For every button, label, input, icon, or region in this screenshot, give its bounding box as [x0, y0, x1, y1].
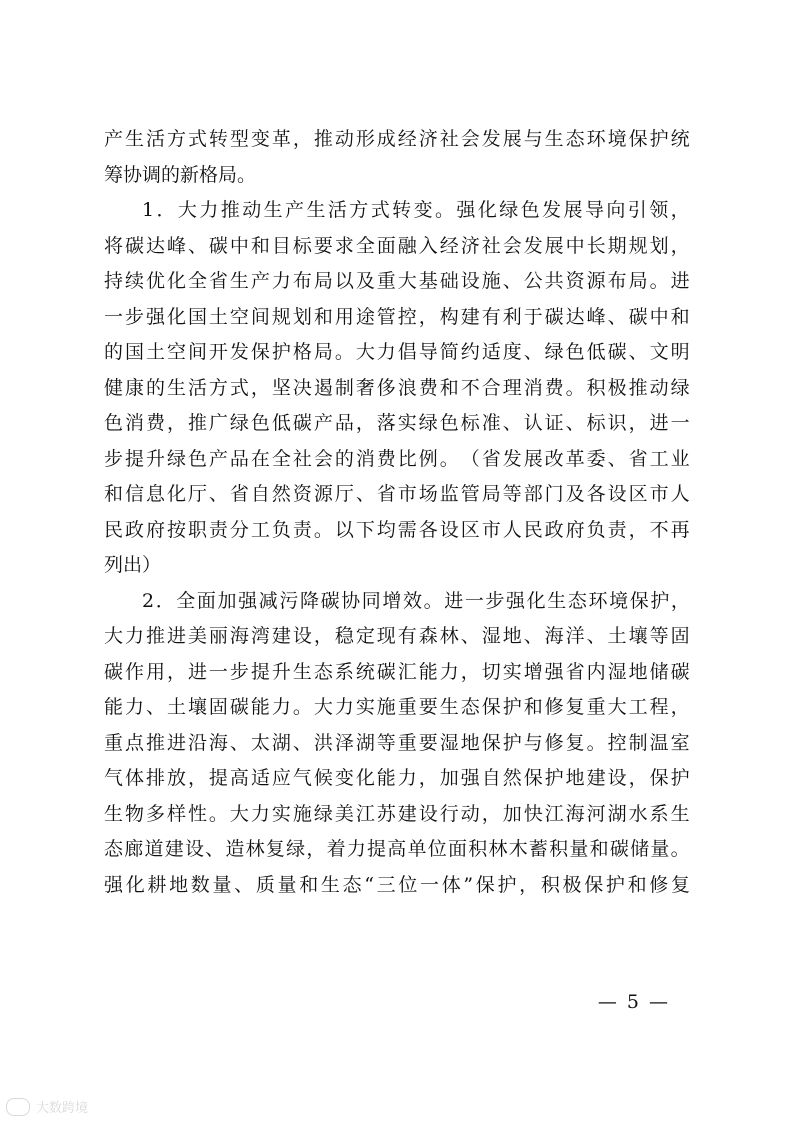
text-line: 2 ． 全 面 加 强 减 污 降 碳 协 同 增 效 。 进 一 步 强 化 生 态 环 境 保 护 ，	[142, 589, 690, 612]
text-line: 民 政 府 按 职 责 分 工 负 责 。 以 下 均 需 各 设 区 市 人 民 政 府 负 责 ， 不 再	[104, 518, 690, 541]
watermark-text: 大数跨境	[36, 1101, 89, 1116]
text-line: 生 物 多 样 性 。 大 力 实 施 绿 美 江 苏 建 设 行 动 ， 加 快 江 海 河 湖 水 系 生	[104, 802, 690, 825]
text-line: 筹协调的新格局。	[104, 163, 257, 186]
text-line: 一 步 强 化 国 土 空 间 规 划 和 用 途 管 控 ， 构 建 有 利 于 碳 达 峰 、 碳 中 和	[104, 305, 690, 328]
text-line: 产 生 活 方 式 转 型 变 革 ， 推 动 形 成 经 济 社 会 发 展 与 生 态 环 境 保 护 统	[104, 128, 690, 150]
text-line: 持 续 优 化 全 省 生 产 力 布 局 以 及 重 大 基 础 设 施 、 公 共 资 源 布 局 。 进	[104, 270, 690, 292]
page-number: — 5 —	[597, 991, 670, 1013]
watermark	[6, 1097, 88, 1116]
text-line: 步 提 升 绿 色 产 品 在 全 社 会 的 消 费 比 例 。 （ 省 发 展 改 革 委 、 省 工 业	[104, 447, 690, 470]
watermark-logo-icon	[6, 1098, 30, 1116]
text-line: 碳 作 用 ， 进 一 步 提 升 生 态 系 统 碳 汇 能 力 ， 切 实 增 强 省 内 湿 地 储 碳	[104, 660, 690, 683]
text-line: 健 康 的 生 活 方 式 ， 坚 决 遏 制 奢 侈 浪 费 和 不 合 理 消 费 。 积 极 推 动 绿	[104, 376, 690, 399]
body-text	[104, 122, 690, 903]
text-line: 能 力 、 土 壤 固 碳 能 力 。 大 力 实 施 重 要 生 态 保 护 和 修 复 重 大 工 程 ，	[104, 696, 690, 718]
text-line: 的 国 土 空 间 开 发 保 护 格 局 。 大 力 倡 导 简 约 适 度 、 绿 色 低 碳 、 文 明	[104, 341, 690, 363]
text-line: 列出）	[104, 554, 162, 576]
text-line: 强 化 耕 地 数 量 、 质 量 和 生 态 “ 三 位 一 体 ” 保 护 ， 积 极 保 护 和 修 复	[104, 873, 690, 896]
text-line: 气 体 排 放 ， 提 高 适 应 气 候 变 化 能 力 ， 加 强 自 然 保 护 地 建 设 ， 保 护	[104, 767, 690, 789]
text-line: 将 碳 达 峰 、 碳 中 和 目 标 要 求 全 面 融 入 经 济 社 会 发 展 中 长 期 规 划 ，	[104, 234, 690, 257]
text-line: 1 ． 大 力 推 动 生 产 生 活 方 式 转 变 。 强 化 绿 色 发 展 导 向 引 领 ，	[142, 199, 690, 221]
text-line: 和 信 息 化 厅 、 省 自 然 资 源 厅 、 省 市 场 监 管 局 等 部 门 及 各 设 区 市 人	[104, 483, 690, 505]
text-line: 色 消 费 ， 推 广 绿 色 低 碳 产 品 ， 落 实 绿 色 标 准 、 认 证 、 标 识 ， 进 一	[104, 412, 690, 434]
text-line: 重 点 推 进 沿 海 、 太 湖 、 洪 泽 湖 等 重 要 湿 地 保 护 与 修 复 。 控 制 温 室	[104, 731, 690, 754]
text-line: 态 廊 道 建 设 、 造 林 复 绿 ， 着 力 提 高 单 位 面 积 林 木 蓄 积 量 和 碳 储 量 。	[104, 838, 690, 860]
text-line: 大 力 推 进 美 丽 海 湾 建 设 ， 稳 定 现 有 森 林 、 湿 地 、 海 洋 、 土 壤 等 固	[104, 625, 690, 647]
